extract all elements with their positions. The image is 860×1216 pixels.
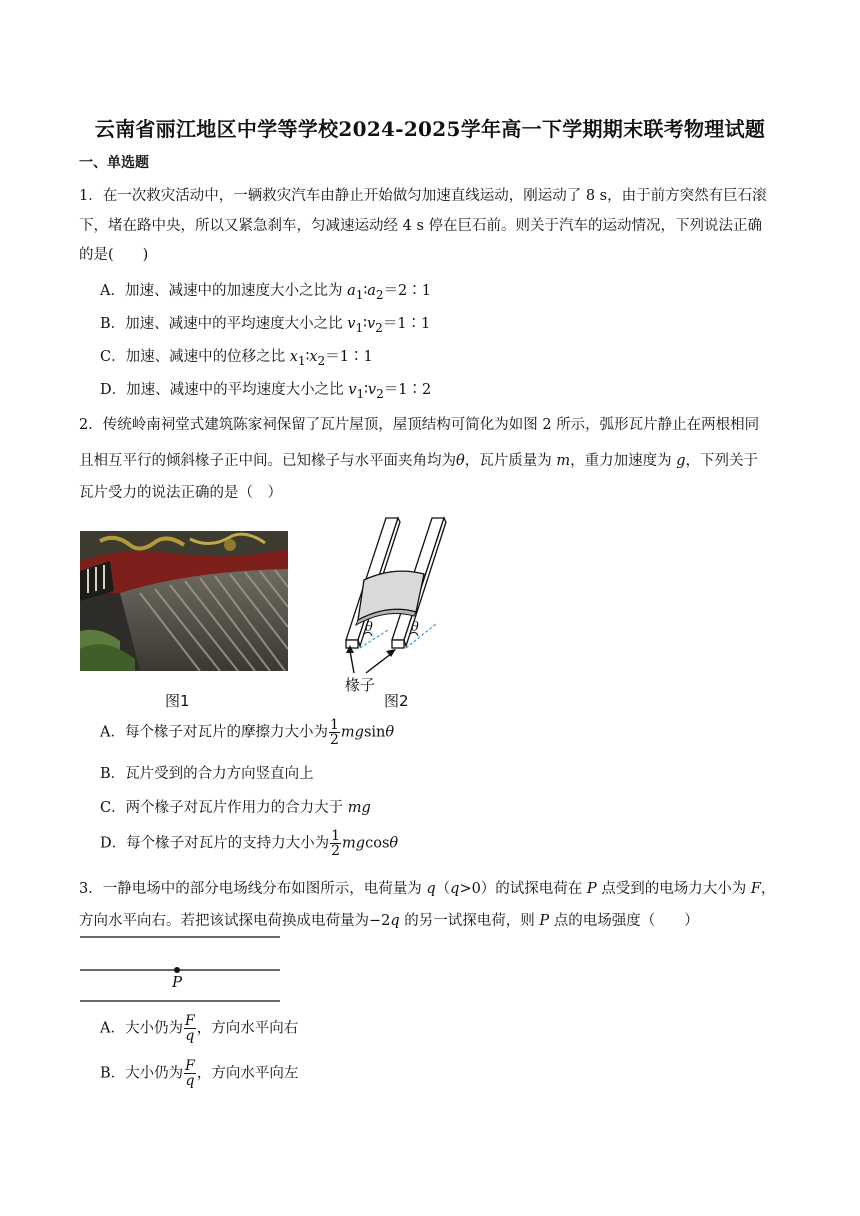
q2-stem-line-1: 2．传统岭南祠堂式建筑陈家祠保留了瓦片屋顶，屋顶结构可简化为如图 2 所示，弧形瓦片静止在两根相同 <box>79 417 760 433</box>
q2-option-c: C．两个椽子对瓦片作用力的合力大于 mg <box>100 800 371 816</box>
q2-option-d: D．每个椽子对瓦片的支持力大小为 $\frac{1}{2}$ mgcosθ <box>100 828 399 859</box>
figure-2-caption: 图2 <box>384 692 409 710</box>
q3-option-a: A．大小仍为 $\frac{F}{q}$ ，方向水平向右 <box>100 1013 299 1044</box>
fraction-f-over-q: $\frac{F}{q}$ <box>185 1058 195 1089</box>
fraction-one-half: $\frac{1}{2}$ <box>329 717 339 748</box>
q1-option-d: D．加速、减速中的平均速度大小之比 $v_1∶v_2=1∶2$ <box>100 382 432 401</box>
q2-option-a: A．每个椽子对瓦片的摩擦力大小为 $\frac{1}{2}$ mgsinθ <box>100 717 395 748</box>
fraction-one-half: $\frac{1}{2}$ <box>331 828 341 859</box>
q1-option-b: B．加速、减速中的平均速度大小之比 $v_1∶v_2=1∶1$ <box>100 316 431 335</box>
figure-1-caption: 图1 <box>165 692 190 710</box>
q3-option-b: B．大小仍为 $\frac{F}{q}$ ，方向水平向左 <box>100 1058 299 1089</box>
q1-stem-line-3: 的是( ) <box>79 247 149 263</box>
q3-stem-line-2: 方向水平向右。若把该试探电荷换成电荷量为−2q 的另一试探电荷，则 P 点的电场强度（ ） <box>79 913 699 929</box>
q2-stem-line-2: 且相互平行的倾斜椽子正中间。已知椽子与水平面夹角均为θ，瓦片质量为 m，重力加速度为 g，下列关于 <box>79 453 758 469</box>
q3-stem-line-1: 3．一静电场中的部分电场线分布如图所示，电荷量为 q（q>0）的试探电荷在 P 点受到的电场力大小为 F， <box>79 881 776 897</box>
figure-1-roof-photo <box>80 531 288 671</box>
point-p-label: P <box>172 973 183 991</box>
q1-stem-line-1: 1．在一次救灾活动中，一辆救灾汽车由静止开始做匀加速直线运动，刚运动了 8 s，由于前方突然有巨石滚 <box>79 188 767 204</box>
section-heading: 一、单选题 <box>79 155 149 171</box>
q2-option-b: B．瓦片受到的合力方向竖直向上 <box>100 766 314 782</box>
q1-option-a: A．加速、减速中的加速度大小之比为 $a_1∶a_2=2∶1$ <box>100 283 432 302</box>
q2-stem-line-3: 瓦片受力的说法正确的是（ ） <box>79 485 282 501</box>
page-title: 云南省丽江地区中学等学校2024-2025学年高一下学期期末联考物理试题 <box>94 117 766 141</box>
rafter-pointer-arrows <box>344 645 404 675</box>
theta-label-right: θ <box>411 620 419 635</box>
theta-label-left: θ <box>365 620 373 635</box>
rafter-label: 椽子 <box>345 676 376 694</box>
fraction-f-over-q: $\frac{F}{q}$ <box>184 1013 195 1044</box>
figure-2-rafter-diagram <box>336 512 448 652</box>
q1-stem-line-2: 下，堵在路中央，所以又紧急刹车，匀减速运动经 4 s 停在巨石前。则关于汽车的运动情况，下列说法正确 <box>79 218 762 234</box>
q1-option-c: C．加速、减速中的位移之比 $x_1∶x_2=1∶1$ <box>100 349 373 368</box>
electric-field-lines-diagram <box>80 935 282 1003</box>
